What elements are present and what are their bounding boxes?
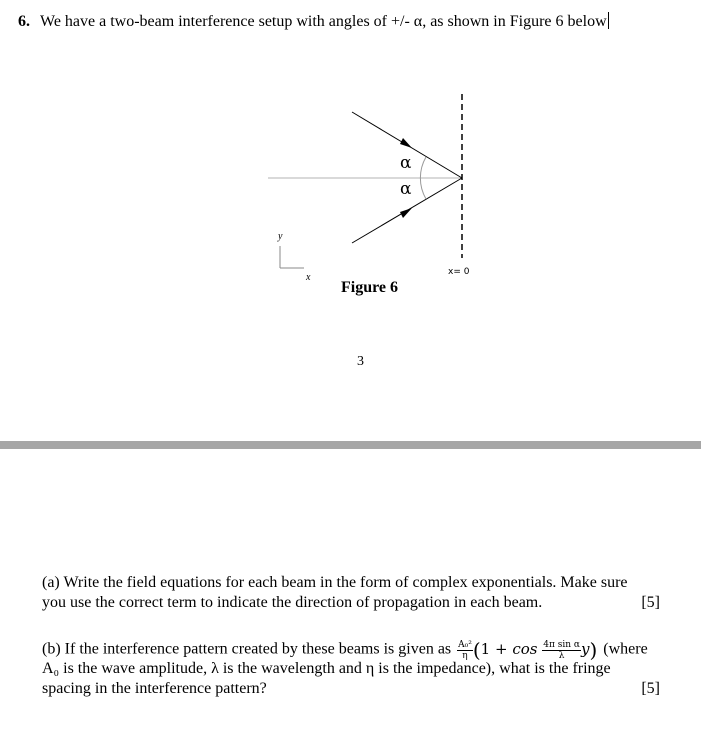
angle-label-lower: α xyxy=(400,179,412,199)
formula-open-paren: ( xyxy=(472,638,481,662)
part-a-line-2-wrap xyxy=(42,593,672,613)
page-number: 3 xyxy=(357,354,364,369)
plane-label: x= 0 xyxy=(448,267,470,277)
formula-variable: y xyxy=(580,640,590,658)
part-b-line-1-suffix: (where xyxy=(603,640,648,658)
part-a xyxy=(42,573,672,613)
part-b-line-2: A₀ is the wave amplitude, λ is the wavelength and η is the impedance), what is the fringe xyxy=(42,660,611,677)
part-b xyxy=(42,639,672,699)
part-b-line-3: spacing in the interference pattern? xyxy=(42,680,267,697)
question-number: 6. xyxy=(18,13,30,30)
formula-one-plus: 1 + xyxy=(480,640,513,658)
formula-close-paren: ) xyxy=(589,638,598,662)
formula-cos: cos xyxy=(512,640,538,658)
part-b-line-1 xyxy=(42,638,672,662)
lower-beam-arrowhead xyxy=(400,208,412,218)
formula-denominator: η xyxy=(462,650,468,661)
formula-amplitude-fraction xyxy=(457,640,473,661)
part-b-line-1-prefix: (b) If the interference pattern created by these beams is given as xyxy=(42,640,452,658)
y-axis-label: y xyxy=(278,231,283,242)
formula-numerator: A₀² xyxy=(458,639,472,650)
part-a-line-2: you use the correct term to indicate the direction of propagation in each beam. xyxy=(42,594,543,611)
angle-label-upper: α xyxy=(400,153,412,173)
figure-caption: Figure 6 xyxy=(341,279,399,296)
question-text: We have a two-beam interference setup with angles of +/- α, as shown in Figure 6 below xyxy=(40,13,607,30)
upper-beam-arrowhead xyxy=(400,138,412,148)
formula-arg-numerator: 4π sin α xyxy=(543,639,580,650)
part-a-marks: [5] xyxy=(641,594,660,611)
page-divider xyxy=(0,441,701,449)
formula-argument-fraction xyxy=(542,640,581,661)
part-b-line-3-wrap xyxy=(42,679,672,699)
x-axis-label: x xyxy=(306,272,311,283)
part-a-line-1: (a) Write the field equations for each beam in the form of complex exponentials. Make sure xyxy=(42,574,628,591)
part-b-marks: [5] xyxy=(641,680,660,697)
formula-arg-denominator: λ xyxy=(558,650,565,661)
intensity-formula xyxy=(457,639,597,661)
